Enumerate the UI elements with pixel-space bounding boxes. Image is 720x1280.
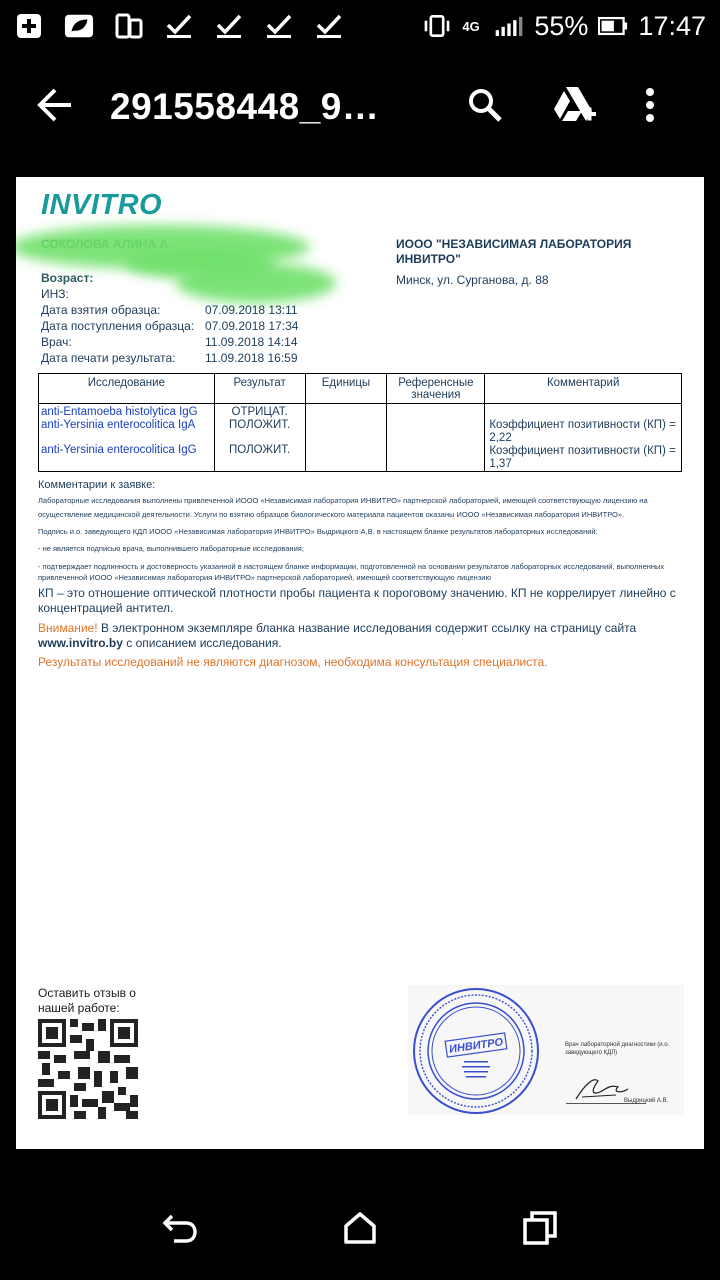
results-table — [38, 373, 682, 472]
patient-label: Дата печати результата: — [41, 351, 176, 365]
clock: 17:47 — [638, 10, 706, 41]
patient-row-age — [41, 270, 305, 286]
patient-row-print-date — [41, 350, 305, 366]
battery-percent: 55% — [534, 10, 589, 41]
check-icon — [264, 13, 294, 39]
nav-home-button[interactable] — [330, 1200, 390, 1260]
site-suffix: с описанием исследования. — [122, 636, 282, 650]
patient-value: 11.09.2018 16:59 — [205, 351, 298, 365]
patient-value: 07.09.2018 13:11 — [205, 303, 298, 317]
kp-note: КП – это отношение оптической плотности пробы пациента к пороговому значению. КП не коррелирует линейно с концентрацией антител. — [38, 586, 676, 615]
check-icon — [314, 13, 344, 39]
patient-row-doctor — [41, 334, 305, 350]
leaf-icon — [64, 13, 94, 39]
comment-cell — [485, 404, 682, 472]
comment-text: - подтверждает подлинность и достоверность указанной в настоящем бланке информации, подготовленной на основании результатов лабораторных исследований, выполненных привлеченной ИООО «Независимая лаборатория ИНВИТРО» партнерской лабораторией, имеющей соответствующую лицензию — [38, 562, 665, 582]
test-link[interactable]: anti-Entamoeba histolytica IgG — [41, 406, 198, 418]
home-icon — [343, 1212, 377, 1249]
back-arrow-icon — [37, 88, 73, 127]
nav-back-button[interactable] — [150, 1200, 210, 1260]
test-link[interactable]: anti-Yersinia enterocolitica IgA — [41, 419, 196, 431]
test-cell — [39, 404, 215, 472]
column-header: Референсные значения — [387, 374, 485, 404]
patient-value — [205, 270, 305, 286]
comment-text: Лабораторные исследования выполнены привлеченной ИООО «Независимая лаборатория ИНВИТРО» партнерской лабораторией, имеющей соответствующую лицензию на осуществление медицинской деятельности. Услуги по взятию образцов биологического материала пациентов оказаны ИООО «Независимая лаборатория ИНВИТРО». — [38, 496, 648, 519]
back-nav-icon — [162, 1212, 198, 1249]
phone-tablet-icon — [114, 13, 144, 39]
table-row — [39, 404, 682, 472]
patient-label: ИНЗ: — [41, 287, 69, 301]
column-header: Комментарий — [485, 374, 682, 404]
signal-icon — [494, 13, 524, 39]
patient-row-inz — [41, 286, 305, 302]
column-header: Исследование — [39, 374, 215, 404]
search-icon — [467, 87, 503, 128]
comments-section — [38, 479, 678, 670]
comment-text: - не является подписью врача, выполнившего лабораторные исследования; — [38, 544, 304, 553]
attention-text: В электронном экземпляре бланка название исследования содержит ссылку на страницу сайта — [97, 621, 637, 635]
patient-value: 11.09.2018 14:14 — [205, 335, 298, 349]
site-link[interactable]: www.invitro.by — [38, 636, 123, 650]
add-icon — [14, 13, 44, 39]
patient-row-received-date — [41, 318, 305, 334]
lab-name: ИООО "НЕЗАВИСИМАЯ ЛАБОРАТОРИЯ ИНВИТРО" — [396, 237, 632, 266]
disclaimer: Результаты исследований не являются диагнозом, необходима консультация специалиста. — [38, 655, 548, 669]
column-header: Единицы — [305, 374, 387, 404]
battery-icon — [598, 13, 628, 39]
lab-info — [396, 237, 656, 288]
patient-value — [205, 286, 305, 302]
patient-info — [41, 270, 305, 366]
patient-label: Возраст: — [41, 271, 94, 285]
table-header-row — [39, 374, 682, 404]
patient-label: Дата поступления образца: — [41, 319, 195, 333]
column-header: Результат — [214, 374, 305, 404]
test-link[interactable]: anti-Yersinia enterocolitica IgG — [41, 444, 197, 456]
add-to-drive-button[interactable] — [530, 52, 620, 162]
invitro-logo: INVITRO — [41, 189, 163, 221]
more-options-button[interactable] — [620, 52, 680, 162]
recents-icon — [523, 1211, 557, 1250]
qr-code-icon[interactable] — [38, 1019, 138, 1124]
stamp-text: ИНВИТРО — [448, 1036, 504, 1056]
result-value: ПОЛОЖИТ. — [229, 419, 291, 431]
vibrate-icon — [422, 13, 452, 39]
app-bar — [0, 52, 720, 162]
document-page[interactable] — [16, 177, 704, 1149]
reference-cell — [387, 404, 485, 472]
result-value: ПОЛОЖИТ. — [229, 444, 291, 456]
attention-label: Внимание! — [38, 621, 98, 635]
comments-heading: Комментарии к заявке: — [38, 479, 156, 491]
patient-value: 07.09.2018 17:34 — [205, 319, 299, 333]
document-title: 291558448_9… — [110, 86, 380, 127]
attention-note — [38, 621, 678, 651]
drive-add-icon — [552, 85, 598, 130]
result-value: ОТРИЦАТ. — [231, 406, 288, 418]
status-bar — [0, 0, 720, 52]
comment-value: Коэффициент позитивности (КП) = 2,22 — [489, 419, 676, 444]
more-vert-icon — [645, 87, 655, 128]
signer-name: Выдрицкий А.В. — [624, 1098, 669, 1104]
lab-address: Минск, ул. Сурганова, д. 88 — [396, 273, 549, 287]
search-button[interactable] — [440, 52, 530, 162]
check-icon — [164, 13, 194, 39]
patient-label: Врач: — [41, 335, 72, 349]
network-type: 4G — [462, 18, 480, 34]
check-icon — [214, 13, 244, 39]
comment-value: Коэффициент позитивности (КП) = 1,37 — [489, 445, 676, 470]
units-cell — [305, 404, 387, 472]
stamp-icon — [410, 985, 542, 1120]
nav-recents-button[interactable] — [510, 1200, 570, 1260]
navigation-bar — [0, 1180, 720, 1280]
patient-row-sample-date — [41, 302, 305, 318]
feedback-label: Оставить отзыв о нашей работе: — [38, 986, 136, 1015]
back-button[interactable] — [0, 52, 110, 162]
patient-label: Дата взятия образца: — [41, 303, 161, 317]
result-cell — [214, 404, 305, 472]
comment-text: Подпись и.о. заведующего КДЛ ИООО «Независимая лаборатория ИНВИТРО» Выдрицкого А.В. в настоящем бланке результатов лабораторных исследований: — [38, 527, 598, 536]
signer-role: Врач лабораторной диагностики (и.о. заведующего КДЛ) — [565, 1042, 670, 1056]
